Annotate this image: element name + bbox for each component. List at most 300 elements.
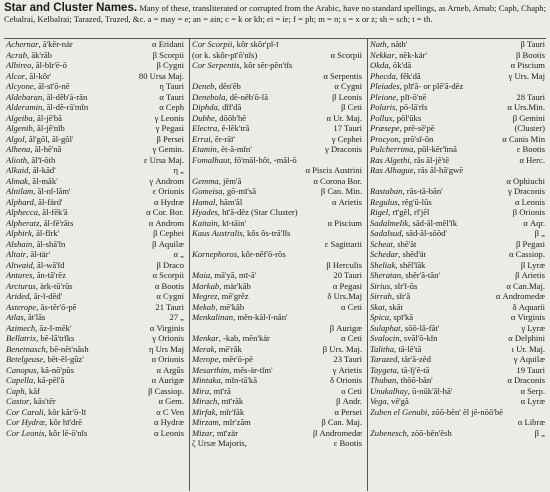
star-name: Pleiades (370, 81, 400, 91)
star-designation: α „ (173, 249, 184, 259)
star-name: Benetnasch (6, 343, 46, 354)
star-name: Zuben el Genubi (370, 406, 428, 417)
star-designation: α Bootis (154, 280, 184, 291)
pronunciation: , tăr'ă-zĕd (397, 354, 431, 364)
star-entry (190, 144, 364, 155)
star-entry (4, 113, 186, 124)
star-name: Cor Hydræ (6, 417, 45, 427)
pronunciation: , prē-sē'pē (399, 123, 435, 133)
spelling-key: a = may = e; an = ain; c = k or kh; ei = ie; f = ph; m = n; s = x or z; sh = sch; t = th. (147, 13, 433, 24)
star-designation: β Persei (156, 133, 184, 144)
entry-name (6, 302, 76, 313)
pronunciation: , răs-tă-băn' (402, 186, 443, 196)
star-entry (368, 344, 547, 355)
star-designation: α Hydræ (153, 196, 184, 207)
pronunciation: , sĭr'ĭ-ŭs (390, 280, 418, 291)
entry-name (192, 144, 252, 155)
star-designation: ο Ceti (341, 385, 362, 396)
pronunciation: , ăl-bĭr'ē-ō (31, 60, 67, 70)
star-designation: β Scorpii (152, 49, 184, 60)
pronunciation: , ăl-dĕb'ă-răn (42, 91, 88, 102)
star-entry (190, 375, 364, 386)
star-designation: β Leonis (332, 91, 362, 102)
star-name: Procyon (370, 133, 399, 144)
star-designation: γ Draconis (325, 144, 362, 154)
entry-name (192, 291, 249, 302)
pronunciation: , ăl-tär' (26, 249, 51, 259)
star-name: Polaris (370, 102, 396, 112)
pronunciation: , kôr hī'drē (44, 417, 83, 427)
star-entry (368, 144, 547, 155)
star-name: Kaus Australis (192, 228, 243, 238)
star-entry (368, 92, 547, 103)
pronunciation: , ū-nŭk'ăl-hā' (407, 385, 453, 396)
star-entry (4, 134, 186, 145)
star-designation: α Herc. (519, 154, 545, 165)
star-designation: γ Lyræ (521, 322, 545, 333)
star-designation: α Tauri (159, 91, 184, 102)
star-designation: γ Arietis (332, 364, 362, 375)
star-entry (368, 50, 547, 61)
star-entry (190, 197, 364, 208)
pronunciation: , mĭr'zăm (218, 417, 251, 427)
star-name: Pollux (370, 112, 393, 123)
star-entry (190, 291, 364, 302)
star-name: Acrab (6, 49, 28, 60)
star-name: Arided (6, 291, 30, 301)
star-entry (190, 50, 364, 61)
star-entry (368, 113, 547, 124)
star-name: Algenib (6, 123, 33, 133)
entry-name (370, 270, 440, 281)
star-entry (4, 428, 186, 439)
entry-name (370, 249, 426, 260)
star-designation: α Cygni (156, 291, 184, 301)
star-entry (368, 428, 547, 439)
pronunciation: , jĕm'ă (218, 175, 242, 186)
star-designation: β Aurigæ (329, 322, 362, 333)
star-name: Ras Alhague (370, 165, 414, 175)
star-designation: α Lyræ (520, 396, 545, 406)
star-name: Hyades (192, 207, 218, 217)
star-designation: α Eridani (152, 39, 184, 49)
pronunciation: , rī'gĕl, rĭ'jĕl (388, 207, 430, 217)
star-name: Deneb (192, 81, 215, 91)
star-designation: α Hydræ (153, 417, 184, 427)
pronunciation: , zōō-bĕn'ĕsh (406, 427, 452, 438)
star-entry (190, 249, 364, 260)
star-entry (368, 218, 547, 229)
entry-name (6, 375, 64, 386)
entry-name (6, 176, 58, 187)
star-designation: δ Orionis (330, 375, 362, 385)
entry-name (6, 71, 51, 82)
star-name: Canopus (6, 364, 37, 375)
pronunciation: , mĕr'ō-pē (218, 354, 253, 364)
pronunciation: , dĕn'ĕb (214, 81, 241, 91)
star-entry (190, 386, 364, 397)
pronunciation: , ăl-jē'bă (32, 112, 62, 123)
star-designation: α Leonis (153, 427, 184, 438)
star-designation: α Andromedæ (495, 291, 545, 301)
pronunciation: , kôr skôr'pĭ-ī (232, 39, 279, 49)
pronunciation: , ăs-tĕr'ō-pē (36, 301, 77, 312)
star-name: Unukalhay (370, 385, 408, 396)
star-name: Cor Leonis (6, 427, 45, 438)
entry-name (370, 344, 421, 355)
star-entry (4, 333, 186, 344)
pronunciation: , mĭr'făk (215, 406, 245, 417)
star-designation: β Urs. Maj. (322, 343, 362, 354)
pronunciation: , ā'kĕr-när (38, 39, 73, 49)
pronunciation: , rĕg'ū-lŭs (397, 196, 432, 207)
star-entry (4, 302, 186, 313)
star-name: Rastaban (370, 186, 403, 196)
pronunciation: , ăl-măk' (27, 175, 58, 186)
star-name: Caph (6, 385, 25, 396)
star-name: Phecda (370, 70, 396, 81)
entry-name (6, 344, 89, 355)
pronunciation: , svăl'ō-kĭn (399, 333, 438, 343)
star-name: Azimech (6, 322, 36, 333)
star-designation: β Herculis (326, 259, 362, 270)
star-entry (368, 417, 547, 428)
entry-name (370, 197, 432, 208)
star-designation: α Aqr. (523, 217, 545, 228)
star-entry (190, 113, 364, 124)
pronunciation: , spī'kă (389, 312, 414, 322)
star-name: Arcturus (6, 280, 36, 291)
entry-name (370, 365, 429, 376)
star-name: Alphard (6, 196, 34, 207)
column-2 (189, 39, 364, 491)
star-name: Alkaid (6, 165, 29, 175)
star-name: Gemma (192, 175, 219, 186)
star-entry (4, 60, 186, 71)
entry-name (192, 354, 253, 365)
entry-name (6, 92, 87, 103)
star-designation: 21 Tauri (155, 301, 184, 312)
star-entry (368, 407, 547, 418)
star-entry (4, 165, 186, 176)
star-entry (368, 39, 547, 50)
entry-name (370, 102, 427, 113)
star-name: Menkar (192, 333, 219, 343)
pronunciation: , ärk-tū'rŭs (35, 280, 73, 291)
star-designation: α Delphini (508, 333, 545, 343)
star-name: Nekkar (370, 49, 395, 60)
pronunciation: , ăl-färd' (33, 196, 63, 207)
entry-name (6, 50, 52, 61)
entry-name (192, 81, 241, 92)
entry-name (370, 186, 443, 197)
star-designation: α Urs.Min. (507, 102, 545, 112)
star-name: Rigel (370, 207, 389, 217)
star-designation: ε Sagittarii (324, 238, 362, 249)
star-entry (368, 365, 547, 376)
star-name: Mekab (192, 301, 216, 312)
star-name: Capella (6, 375, 34, 385)
entry-name (370, 92, 426, 103)
star-entry (368, 312, 547, 323)
star-entry (368, 134, 547, 145)
star-designation: γ Pegasi (155, 123, 184, 133)
star-designation: α Cassiop. (508, 249, 545, 259)
star-entry (368, 302, 547, 313)
star-designation: η „ (173, 165, 184, 175)
star-designation: γ Aquilæ (513, 354, 545, 364)
entry-name (370, 71, 421, 82)
pronunciation: , hăm'ăl (215, 196, 243, 207)
star-entry (190, 186, 364, 197)
star-designation: 27 „ (169, 312, 184, 322)
star-designation: β Gemini (512, 112, 545, 123)
star-designation: β Draco (156, 259, 184, 270)
star-name: Alhena (6, 144, 31, 154)
star-entry (190, 71, 364, 82)
star-entry (368, 81, 547, 92)
entry-name (192, 333, 270, 344)
pronunciation: , mā'yă, mī-ă' (210, 270, 257, 280)
star-entry (4, 375, 186, 386)
entry-name (192, 176, 241, 187)
pronunciation: , mē'grĕz (217, 291, 249, 301)
pronunciation: , zōō-bĕn' ĕl jē-nōō'bē (427, 406, 503, 417)
pronunciation: , kī-tāin' (217, 217, 247, 228)
pronunciation: , fĕk'dă (395, 70, 421, 81)
entry-name (370, 386, 452, 397)
star-entry (368, 155, 547, 166)
column-1 (4, 39, 186, 491)
star-name: Spica (370, 312, 390, 322)
entry-name (6, 123, 65, 134)
entry-name (6, 291, 62, 302)
star-name: Okda (370, 60, 389, 70)
star-name: Cor Scorpii (192, 39, 233, 49)
entry-name (192, 249, 286, 260)
star-name: Alderamin (6, 102, 43, 112)
pronunciation: , ăl'gŏl, ăl-gŏl' (24, 133, 74, 144)
star-name: Alphecca (6, 207, 38, 217)
star-name: Altair (6, 249, 27, 259)
pronunciation: , pō-lā'rĭs (395, 102, 428, 112)
star-entry (4, 407, 186, 418)
star-entry (368, 291, 547, 302)
pronunciation: ζ Ursæ Majoris, (192, 438, 247, 448)
entry-name (6, 239, 65, 250)
star-entry (4, 39, 186, 50)
star-name: Alpheratz (6, 217, 40, 228)
star-entry (368, 396, 547, 407)
star-name: Sheratan (370, 270, 402, 280)
pronunciation: (or k. skôr-pī'ō'nĭs) (192, 49, 258, 60)
star-name: Aldebaran (6, 91, 43, 102)
pronunciation: , skăt (384, 301, 403, 312)
pronunciation: , ŏk'dă (388, 60, 412, 70)
pronunciation: , dŏŏb'hē (214, 112, 247, 123)
star-designation: γ Cephei (331, 133, 362, 144)
star-name: Atlas (6, 312, 24, 322)
star-designation: 23 Tauri (333, 354, 362, 364)
pronunciation: , pŏl'ŭks (392, 112, 422, 123)
pronunciation: , mĕs-är-tĭm' (229, 364, 273, 375)
star-designation: β Ceti (341, 102, 362, 112)
entry-name (6, 165, 56, 176)
star-entry (4, 281, 186, 292)
star-designation: β Cygni (156, 60, 184, 70)
star-entry (368, 333, 547, 344)
star-name: Alcor (6, 70, 26, 81)
entry-name (370, 239, 416, 250)
star-name: Scheat (370, 238, 393, 249)
star-designation: 17 Tauri (333, 123, 362, 133)
star-designation: β Cassiop. (148, 385, 184, 396)
star-designation: α Arietis (331, 196, 362, 207)
entry-name (370, 396, 409, 407)
pronunciation: , ăl-kād' (28, 165, 56, 175)
star-entry (190, 365, 364, 376)
star-entry (190, 407, 364, 418)
star-name: Mirzam (192, 417, 219, 427)
star-entry (190, 228, 364, 239)
star-entry (4, 176, 186, 187)
star-entry (4, 354, 186, 365)
pronunciation: , mĭn-tā'kă (220, 375, 258, 385)
pronunciation: , ĕr-rāī' (210, 133, 235, 144)
entry-name (6, 386, 40, 397)
entry-name (6, 39, 73, 50)
star-entry (368, 228, 547, 239)
entry-name (6, 333, 74, 344)
star-name: Errai (192, 133, 211, 144)
entry-name (6, 207, 68, 218)
star-designation: α Ceti (341, 333, 362, 343)
entry-name (192, 39, 279, 50)
pronunciation: , kôr sĕr-pĕn'tĭs (239, 60, 293, 70)
star-entry (190, 323, 364, 334)
pronunciation: , răs ăl-jē'tē (409, 154, 450, 165)
entry-name (6, 60, 67, 71)
star-name: Zubenesch (370, 427, 407, 438)
star-entry (368, 386, 547, 397)
star-designation: β Orionis (512, 207, 545, 217)
star-entry (4, 291, 186, 302)
entry-name (370, 375, 433, 386)
star-designation: α Scorpii (330, 49, 362, 60)
pronunciation: , ăl-kôr' (25, 70, 52, 81)
entry-name (6, 81, 70, 92)
star-designation: α Ophiuchi (506, 175, 545, 186)
star-designation: α Aurigæ (151, 375, 184, 385)
pronunciation: , ăz-ĭ-mĕk' (35, 322, 72, 333)
entry-name (370, 333, 437, 344)
entry-name (192, 123, 249, 134)
star-name: Tarazed (370, 354, 398, 364)
entry-name (192, 302, 244, 313)
pronunciation: , kôr kăr'ō-lī (43, 406, 87, 417)
entry-name (6, 354, 84, 365)
pronunciation: , mī'ră (209, 385, 231, 396)
pronunciation: , kôr lē-ō'nĭs (44, 427, 88, 438)
pronunciation: , shĕr'ă-tăn' (401, 270, 440, 280)
entry-name (192, 113, 246, 124)
star-designation: 28 Tauri (516, 91, 545, 102)
star-entry (190, 344, 364, 355)
star-name: Denebola (192, 91, 226, 102)
star-designation: α Virginis (510, 312, 545, 322)
star-entry (190, 102, 364, 113)
entry-name (6, 144, 61, 155)
star-designation: α Piscium (510, 60, 545, 70)
intro-text: Many of these, transliterated or corrupted from the Arabic, have no standard spellings, as Arneb, Arnab; Caph, Chaph; Cebalrai, Kelbalrai; Tarazed, Trazed, &c. (4, 3, 546, 24)
pronunciation: , āk'răb (27, 49, 52, 60)
entry-name (6, 428, 87, 439)
entry-name (6, 186, 71, 197)
star-name: Antares (6, 270, 33, 280)
entry-name (192, 155, 297, 166)
entry-name (192, 207, 298, 218)
entry-name (370, 207, 429, 218)
star-entry (190, 123, 364, 134)
star-entry (4, 386, 186, 397)
star-designation: β „ (534, 427, 545, 438)
entry-name (6, 134, 74, 145)
entry-name (192, 270, 256, 281)
entry-name (370, 60, 411, 71)
star-designation: ε Ursa Maj. (143, 154, 184, 165)
entry-name (192, 134, 235, 145)
star-designation: α Pegasi (332, 280, 362, 291)
entry-name (6, 365, 74, 376)
pronunciation: , ăl-sī'ō-nē (33, 81, 70, 91)
star-designation: γ Orionis (152, 333, 184, 343)
star-entry (190, 60, 364, 71)
pronunciation: , dĭf'dă (217, 102, 242, 112)
star-entry (190, 92, 364, 103)
entry-name (6, 407, 86, 418)
star-name: Sulaphat (370, 322, 401, 333)
pronunciation: , sōō-lă-făt' (400, 322, 440, 333)
star-entry (368, 176, 547, 187)
star-name: Bellatrix (6, 333, 37, 343)
entry-name (370, 228, 447, 239)
star-designation: α Can.Maj. (506, 280, 545, 291)
entry-name (192, 438, 247, 449)
pronunciation: , ăl-hē'nă (30, 144, 62, 154)
star-entry (190, 39, 364, 50)
star-designation: α Persei (334, 406, 362, 417)
star-entry (190, 176, 364, 187)
entry-name (6, 249, 50, 260)
star-designation: ε Bootis (516, 144, 545, 154)
star-designation: α Serpentis (323, 70, 362, 81)
entry-name (192, 228, 290, 239)
entry-name (6, 323, 72, 334)
star-designation: α Draconis (507, 375, 545, 385)
star-name: Svalocin (370, 333, 400, 343)
star-name: Betelgeuse (6, 354, 44, 364)
star-name: Talitha (370, 343, 395, 354)
star-designation: α Ceti (341, 301, 362, 312)
star-entry (368, 165, 547, 176)
entry-name (370, 144, 457, 155)
entry-name (192, 50, 257, 61)
pronunciation: , ăl-dĕ-rā'mĭn (42, 102, 89, 112)
star-designation: α Piscium (327, 217, 362, 228)
entry-name (192, 60, 292, 71)
star-designation: β „ (534, 228, 545, 238)
pronunciation: , ăt'lăs (23, 312, 46, 322)
